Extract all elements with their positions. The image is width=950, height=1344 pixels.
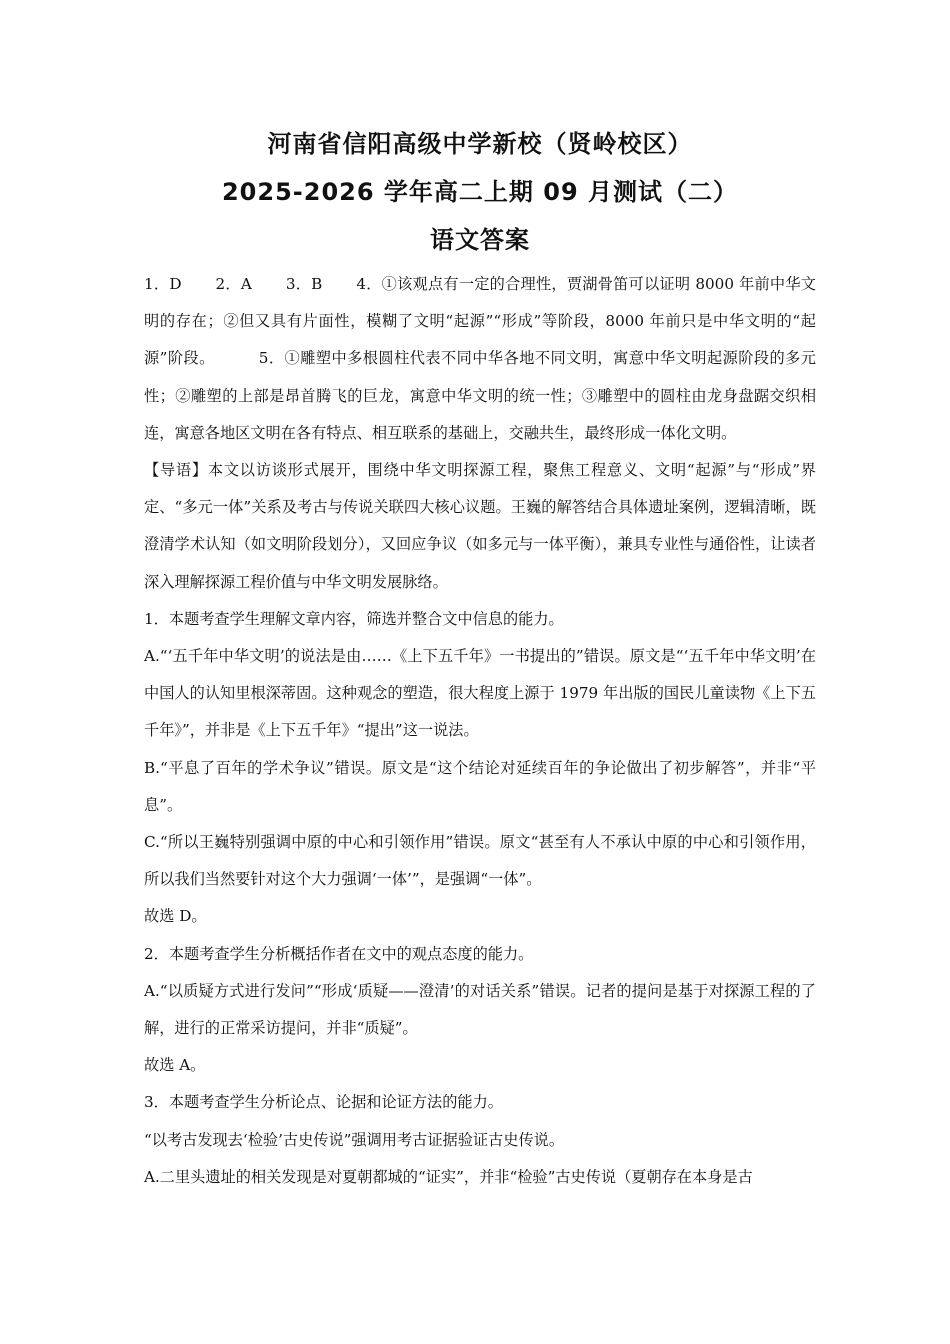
answer-summary (144, 266, 816, 452)
answer-q5: 5．①雕塑中多根圆柱代表不同中华各地不同文明，寓意中华文明起源阶段的多元性；②雕塑的上部是昂首腾飞的巨龙，寓意中华文明的统一性；③雕塑中的圆柱由龙身盘踞交织相连，寓意各地区文明在各有特点、相互联系的基础上，交融共生，最终形成一体化文明。 (144, 349, 816, 442)
paragraph-q2-heading: 2．本题考查学生分析概括作者在文中的观点态度的能力。 (144, 944, 534, 963)
paragraph-q3-option-a: A.二里头遗址的相关发现是对夏朝都城的“证实”，并非“检验”古史传说（夏朝存在本身是古 (144, 1167, 753, 1186)
paragraph-q1-conclusion: 故选 D。 (144, 907, 207, 926)
paragraph-q3-note: “以考古发现去‘检验’古史传说”强调用考古证据验证古史传说。 (144, 1130, 565, 1149)
answer-q3: 3．B (285, 275, 323, 293)
paragraph-q1-option-a: A.“‘五千年中华文明’的说法是由……《上下五千年》一书提出的”错误。原文是“‘五千年中华文明’在中国人的认知里根深蒂固。这种观念的塑造，很大程度上源于 1979 年出版的国民儿童读物《上下五千年》”，并非是《上下五千年》“提出”这一说法。 (144, 647, 816, 740)
answer-q1: 1．D (144, 275, 182, 293)
document-title-school: 河南省信阳高级中学新校（贤岭校区） (267, 130, 693, 158)
paragraph-q2-conclusion: 故选 A。 (144, 1056, 206, 1075)
paragraph-q2-option-a: A.“以质疑方式进行发问”“形成‘质疑——澄清’的对话关系”错误。记者的提问是基于对探源工程的了解，进行的正常采访提问，并非“质疑”。 (144, 981, 816, 1038)
paragraph-q1-option-b: B.“平息了百年的学术争议”错误。原文是“这个结论对延续百年的争论做出了初步解答”，并非“平息”。 (144, 758, 816, 814)
document-title-subject: 语文答案 (430, 226, 530, 254)
answer-q2: 2．A (215, 275, 252, 293)
paragraph-intro: 【导语】本文以访谈形式展开，围绕中华文明探源工程，聚焦工程意义、文明“起源”与“形成”界定、“多元一体”关系及考古与传说关联四大核心议题。王巍的解答结合具体遗址案例，逻辑清晰，既澄清学术认知（如文明阶段划分），又回应争议（如多元与一体平衡），兼具专业性与通俗性，让读者深入理解探源工程价值与中华文明发展脉络。 (144, 461, 816, 591)
paragraph-q3-heading: 3．本题考查学生分析论点、论据和论证方法的能力。 (144, 1093, 503, 1112)
document-title-exam: 2025-2026 学年高二上期 09 月测试（二） (221, 178, 739, 206)
paragraph-q1-option-c: C.“所以王巍特别强调中原的中心和引领作用”错误。原文“甚至有人不承认中原的中心和引领作用，所以我们当然要针对这个大力强调‘一体’”，是强调“一体”。 (144, 833, 816, 889)
answer-q4: 4．①该观点有一定的合理性，贾湖骨笛可以证明 8000 年前中华文明的存在；②但又具有片面性，模糊了文明“起源”“形成”等阶段，8000 年前只是中华文明的“起源”阶段。 (144, 275, 816, 368)
paragraph-q1-heading: 1．本题考查学生理解文章内容，筛选并整合文中信息的能力。 (144, 609, 564, 628)
document-content (144, 266, 816, 1196)
